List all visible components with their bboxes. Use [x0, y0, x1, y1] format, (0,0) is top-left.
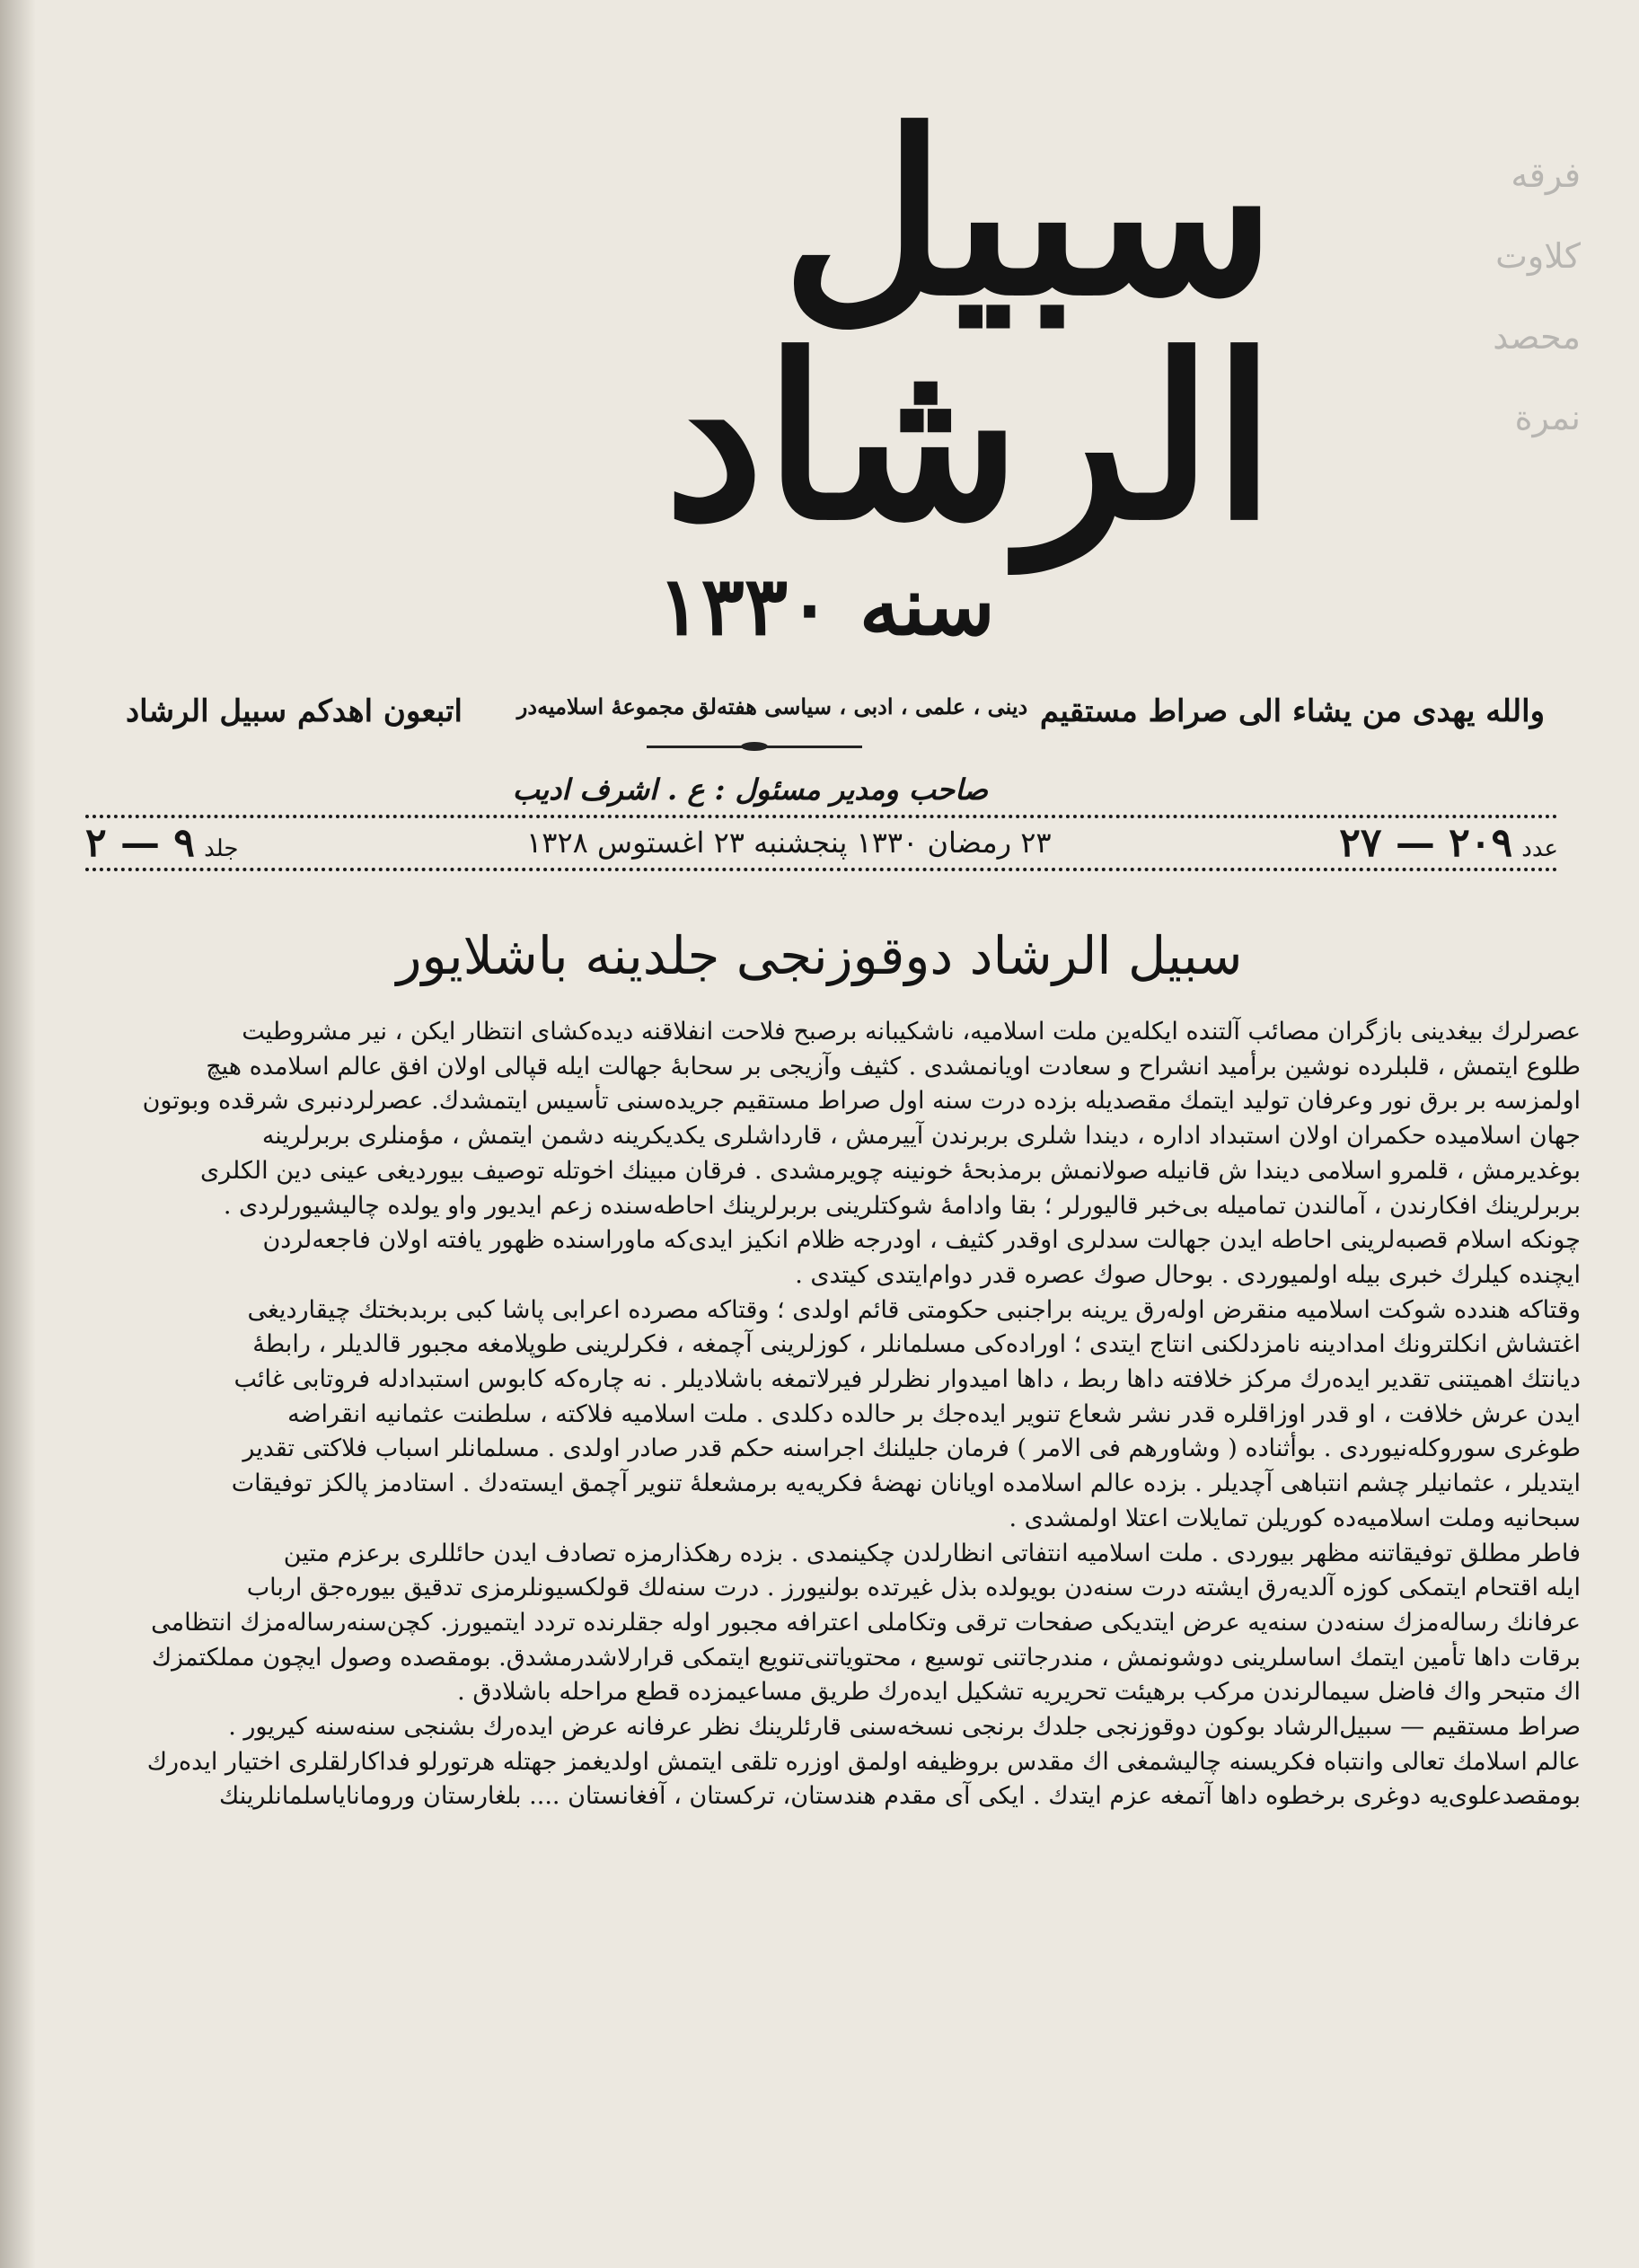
article-line: عالم اسلامك تعالی وانتباه فكريسنه چاليشمغی اك مقدس بروظيفه اولمق اوزره تلقی ايتمش اولديغمز جهتله هرتورلو فداكارلقلری اختيار ايده‌رك [146, 1747, 1581, 1776]
masthead-year: سنه ١٣٣٠ [657, 559, 995, 654]
margin-note: نمرة [1514, 398, 1581, 437]
article-line: جهان اسلاميده حكمران اولان استبداد اداره ، ديندا شلری بربرندن آييرمش ، قارداشلری يكديكرينه دشمن ايتمش ، مؤمنلری بربرلرينه [261, 1122, 1581, 1151]
issue-dates [526, 825, 1052, 860]
article-line: چونكه اسلام قصبه‌لرينی احاطه ايدن جهالت سدلری اوقدر كثيف ، اودرجه ظلام انكيز ايدی‌كه ماوراسنده ظهور يافته اولان فاجعه‌لردن [262, 1226, 1581, 1255]
article-line: ايتديلر ، عثمانيلر چشم انتباهی آچديلر . بزده عالم اسلامده اويانان نهضۀ فكريه‌يه برمشعلۀ تنوير آچمق ايستەدك . استادمز پالكز توفيقات [231, 1469, 1581, 1498]
article-line: اغتشاش انكلترونك امدادينه نامزدلكنی انتاج ايتدی ؛ اوراده‌كی مسلمانلر ، كوزلرينی آچمغه ، فكرلرينی طوپلامغه مجبور قالديلر ، رابطۀ [252, 1330, 1581, 1359]
article-line: برقات داها تأمين ايتمك اساسلرينی دوشونمش ، مندرجاتنی توسيع ، محتوياتنی‌تنويع ايتمكی قرارلاشدرمشدق. بومقصده وصول ايچون مملكتمزك [151, 1643, 1581, 1672]
article-line: فاطر مطلق توفيقاتنه مظهر بيوردی . ملت اسلاميه انتفاتی انظارلدن چكينمدی . بزده رهكذارمزه تصادف ايدن حائللری برعزم متين [283, 1539, 1581, 1567]
ornamental-rule [647, 746, 862, 748]
article-line: طوغری سوروكله‌نيوردی . بوأثناده ( وشاورهم فی الامر ) فرمان جليلنك اجراسنه حكم قدر صادر اولدی . مسلمانلر اسباب فلاكتی تقدير [242, 1434, 1581, 1463]
article-line: طلوع ايتمش ، قلبلرده نوشين برأميد انشراح و سعادت اويانمشدی . كثيف وآزيجی بر سحابۀ جهالت ايله قپالی اولان افق عالم اسلامده هيچ [206, 1052, 1581, 1081]
article-headline: سبيل الرشاد دوقوزنجی جلدينه باشلايور [396, 925, 1243, 986]
volume-number [85, 820, 238, 866]
article-line: ديانتك اهميتنی تقدير ايده‌رك مركز خلافته داها ربط ، داها اميدوار نظرلر فيرلاتمغه باشلاديلر . نه چاره‌كه كابوس استبدادله فروتابی غائب [234, 1365, 1581, 1394]
margin-note: محصد [1493, 317, 1581, 357]
issue-value: ٢٠٩ — ٢٧ [1339, 819, 1513, 866]
margin-handwritten-notes [1293, 135, 1581, 638]
issue-bar [85, 819, 1558, 866]
article-line: ايدن عرش خلافت ، او قدر اوزاقلره قدر نشر شعاع تنوير ايده‌جك بر حالده دكلدی . ملت اسلاميه فلاكته ، سلطنت عثمانيه انقراضه [287, 1399, 1581, 1428]
margin-note: فرقه [1511, 155, 1581, 195]
article-line: عرفانك رساله‌مزك سنه‌دن سنه‌يه عرض ايتديكی صفحات ترقی وتكاملی اعترافه مجبور اوله جقلرنده تردد ايتميورز. كچن‌سنه‌رساله‌مزك انتظامی [151, 1608, 1581, 1637]
margin-note: كلاوت [1495, 236, 1581, 276]
masthead [377, 81, 1275, 654]
article-line: ايله اقتحام ايتمكی كوزه آلديه‌رق ايشته درت سنه‌دن بويولده بذل غيرتده بولنيورز . درت سنه‌لك قولكسيونلرمزی تدقيق بيوره‌جق ارباب [246, 1574, 1581, 1602]
weekday: پنجشنبه [753, 825, 848, 860]
issue-number [1339, 820, 1558, 866]
article-line: ايچنده كيلرك خبری بيله اولميوردی . بوحال صوك عصره قدر دوام‌ايتدی كيتدی . [795, 1260, 1581, 1289]
article-line: اك متبحر واك فاضل سيمالرندن مركب برهيئت تحريريه تشكيل ايده‌رك طريق مساعيمزده قطع مراحله باشلادق . [457, 1678, 1581, 1707]
motto-right: والله يهدی من يشاء الی صراط مستقيم [1039, 693, 1545, 729]
motto-left: اتبعون اهدكم سبيل الرشاد [126, 693, 463, 729]
page-edge-shadow [0, 0, 36, 2268]
hijri-date: ٢٣ رمضان ١٣٣٠ [856, 825, 1052, 860]
article-line: بومقصدعلوی‌يه دوغری برخطوه داها آتمغه عزم ايتدك . ايكی آی مقدم هندستان، تركستان ، آفغانستان .... بلغارستان وروماناياسلمانلرينك [218, 1782, 1581, 1811]
issue-label: عدد [1521, 834, 1558, 862]
publisher-line: صاحب ومدير مسئول : ع . اشرف اديب [512, 772, 988, 807]
article-body [54, 1015, 1581, 1814]
tagline: دينی ، علمی ، ادبی ، سياسی هفته‌لق مجموعۀ اسلاميه‌در [516, 693, 1028, 719]
article-line: صراط مستقيم — سبيل‌الرشاد بوكون دوقوزنجی جلدك برنجی نسخه‌سنی قارئلرينك نظر عرفانه عرض ايده‌رك بشنجی سنه‌سنه كيريور . [228, 1713, 1581, 1742]
article-line: وقتاكه هندده شوكت اسلاميه منقرض اوله‌رق يرينه براجنبی حكومتی قائم اولدی ؛ وقتاكه مصرده اعرابی پاشا كبی بربدبختك چيقارديغی [247, 1295, 1581, 1324]
volume-value: ٩ — ٢ [85, 819, 195, 866]
dotted-rule-top [85, 815, 1558, 818]
article-line: عصرلرك بيغدينی بازگران مصائب آلتنده ايكله‌ين ملت اسلاميه، ناشكيبانه برصبح فلاحت انفلاقنه ديده‌كشای انتظار ايكن ، نير مشروطيت [242, 1018, 1581, 1046]
article-line: اولمزسه بر برق نور وعرفان توليد ايتمك مقصديله بزده درت سنه اول صراط مستقيم جريده‌سنی تأسيس ايتمشدك. عصرلردنبری شرقده وبوتون [142, 1087, 1581, 1116]
volume-label: جلد [204, 834, 239, 862]
article-line: بوغديرمش ، قلمرو اسلامی ديندا ش قانيله صولانمش برمذبحۀ خونينه چويرمشدی . فرقان مبينك اخوتله توصيف بيورديغی عينی دين الكلری [200, 1156, 1581, 1185]
dotted-rule-bottom [85, 868, 1558, 871]
article-line: سبحانيه وملت اسلاميه‌ده كوريلن تمايلات اعتلا اولمشدی . [1009, 1504, 1581, 1532]
article-line: بربرلرينك افكارندن ، آمالندن تماميله بی‌خبر قاليورلر ؛ بقا وادامۀ شوكتلرينی بربرلرينك احاطه‌سنده زعم ايديور واو يولده چاليشيورلردی . [223, 1191, 1581, 1220]
masthead-title: سبيل الرشاد [664, 81, 1275, 569]
rumi-date: ٢٣ اغستوس ١٣٢٨ [526, 825, 745, 860]
